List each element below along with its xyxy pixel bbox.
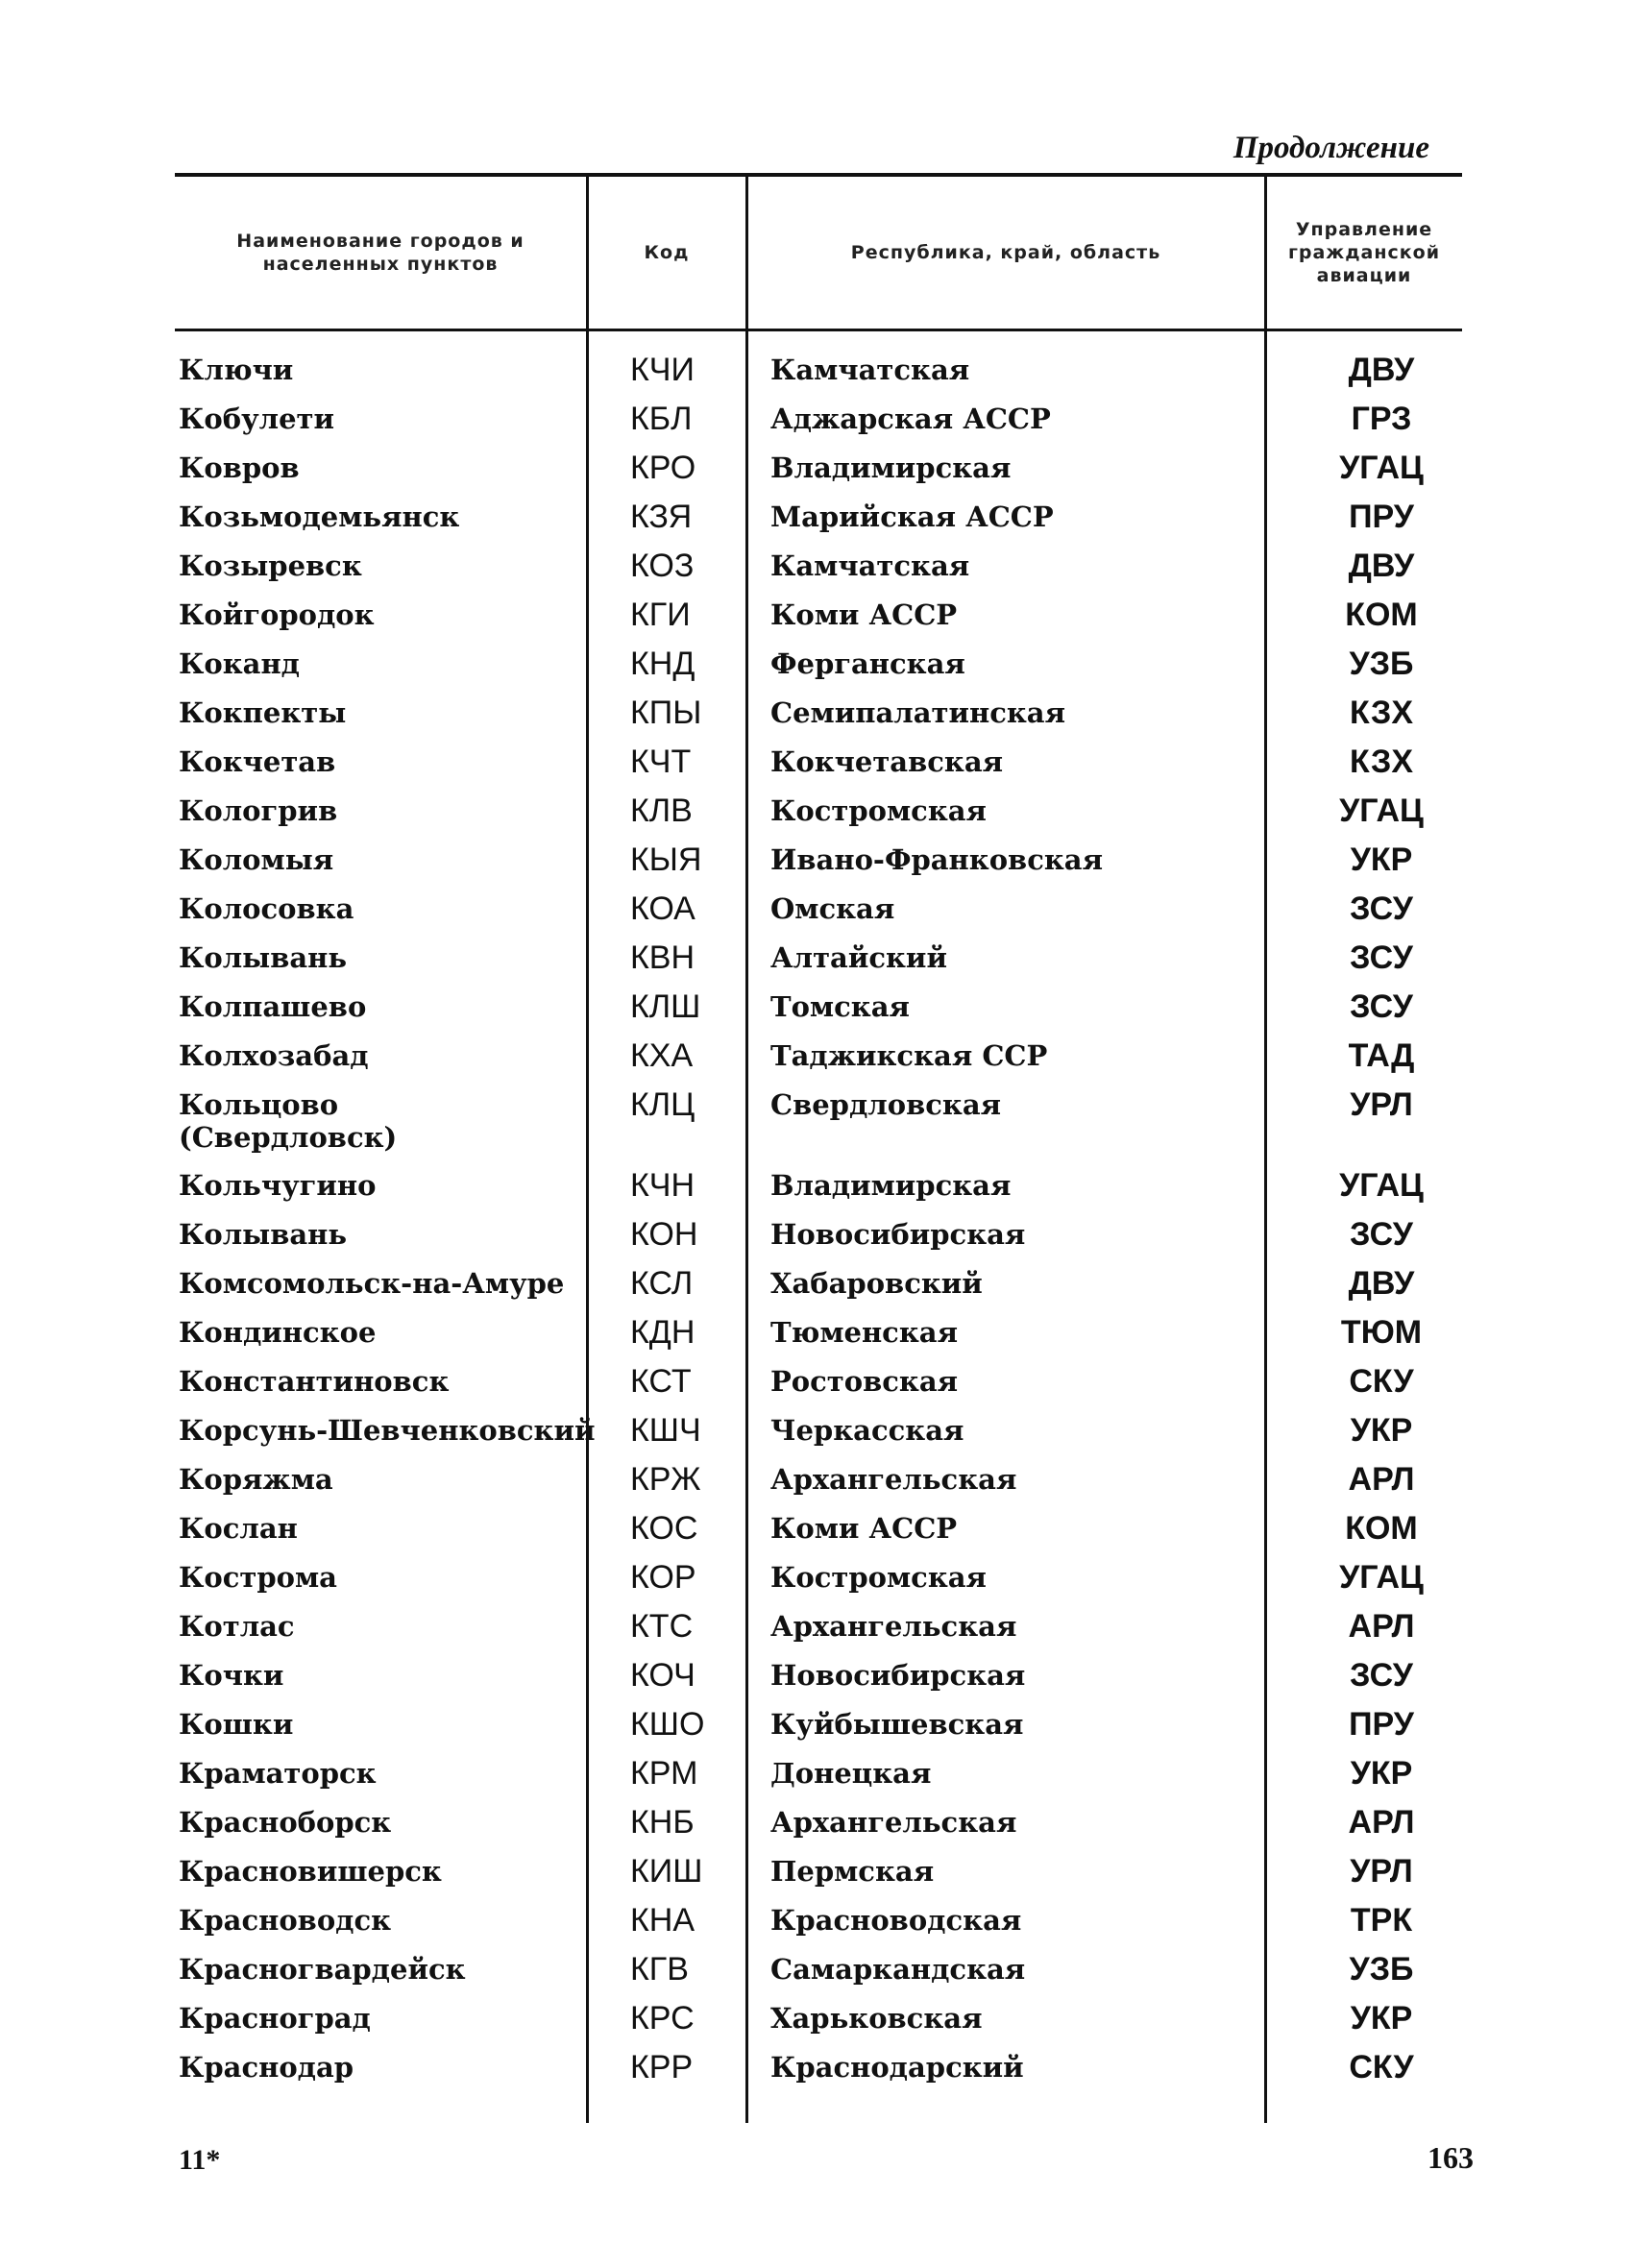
- region: Новосибирская: [770, 1659, 1026, 1692]
- city-name: Краснодар: [179, 2051, 354, 2084]
- region: Хабаровский: [770, 1267, 983, 1300]
- region: Коми АССР: [770, 1512, 958, 1545]
- aviation-department: УКР: [1350, 2000, 1413, 2036]
- aviation-department: ГРЗ: [1351, 401, 1412, 437]
- airport-code: КШЧ: [630, 1412, 701, 1449]
- airport-code: КБЛ: [630, 401, 693, 437]
- aviation-department: КОМ: [1345, 1510, 1418, 1547]
- table-row: [0, 2051, 1635, 2100]
- region: Аджарская АССР: [770, 402, 1051, 435]
- region: Владимирская: [770, 1169, 1012, 1202]
- aviation-department: ЗСУ: [1350, 939, 1413, 976]
- header-name: [179, 181, 582, 325]
- table-row: [0, 1316, 1635, 1365]
- city-name: Коломыя: [179, 843, 334, 876]
- table-row: [0, 500, 1635, 549]
- header-code: [590, 181, 744, 325]
- airport-code: КДН: [630, 1314, 695, 1351]
- airport-code: КЛШ: [630, 988, 701, 1025]
- aviation-department: ЗСУ: [1350, 988, 1413, 1025]
- region: Архангельская: [770, 1610, 1017, 1643]
- table-row: [0, 1267, 1635, 1316]
- aviation-department: ЗСУ: [1350, 1216, 1413, 1253]
- table-row: [0, 1610, 1635, 1659]
- city-name: Корсунь-Шевченковский: [179, 1414, 596, 1447]
- airport-code: КЗЯ: [630, 499, 693, 535]
- region: Костромская: [770, 794, 987, 827]
- table-row: [0, 2002, 1635, 2051]
- region: Харьковская: [770, 2002, 983, 2035]
- region: Камчатская: [770, 549, 970, 582]
- table-row: [0, 1512, 1635, 1561]
- header-region: [749, 181, 1262, 325]
- aviation-department: ТЮМ: [1340, 1314, 1423, 1351]
- table-row: [0, 354, 1635, 402]
- city-name: Колывань: [179, 941, 348, 974]
- table-row: [0, 745, 1635, 794]
- table-body: [0, 354, 1635, 2100]
- region: Алтайский: [770, 941, 947, 974]
- table-row: [0, 1088, 1635, 1169]
- airport-code: КЫЯ: [630, 841, 702, 878]
- city-name-line: Кольцово: [179, 1088, 339, 1121]
- region: Таджикская ССР: [770, 1039, 1048, 1072]
- airport-code: КРЖ: [630, 1461, 701, 1498]
- header-name-line: населенных пунктов: [262, 254, 499, 275]
- airport-code: КЧН: [630, 1167, 695, 1204]
- region: Владимирская: [770, 451, 1012, 484]
- airport-code: КТС: [630, 1608, 694, 1645]
- aviation-department: ПРУ: [1349, 1706, 1414, 1743]
- region: Камчатская: [770, 354, 970, 386]
- region: Самаркандская: [770, 1953, 1026, 1986]
- aviation-department: ТАД: [1348, 1037, 1415, 1074]
- airport-code: КРО: [630, 450, 696, 486]
- aviation-department: УЗБ: [1349, 646, 1414, 682]
- city-name: Кослан: [179, 1512, 298, 1545]
- city-name: Котлас: [179, 1610, 295, 1643]
- aviation-department: ДВУ: [1348, 1265, 1415, 1302]
- region: Красноводская: [770, 1904, 1022, 1937]
- table-row: [0, 451, 1635, 500]
- header-department-line: авиации: [1316, 265, 1412, 286]
- table-row: [0, 598, 1635, 647]
- city-name: Кольчугино: [179, 1169, 377, 1202]
- table-row: [0, 1414, 1635, 1463]
- city-name: Колывань: [179, 1218, 348, 1251]
- region: Ростовская: [770, 1365, 959, 1398]
- region: Краснодарский: [770, 2051, 1024, 2084]
- aviation-department: УЗБ: [1349, 1951, 1414, 1988]
- airport-code: КРС: [630, 2000, 695, 2036]
- table-row: [0, 1904, 1635, 1953]
- region: Куйбышевская: [770, 1708, 1024, 1741]
- table-row: [0, 1757, 1635, 1806]
- signature-mark: 11*: [179, 2144, 221, 2176]
- airport-code: КНА: [630, 1902, 695, 1939]
- airport-code: КОН: [630, 1216, 698, 1253]
- region: Ивано-Франковская: [770, 843, 1104, 876]
- table-row: [0, 941, 1635, 990]
- aviation-department: АРЛ: [1348, 1804, 1415, 1841]
- table-row: [0, 1659, 1635, 1708]
- airport-code: КГИ: [630, 597, 691, 633]
- aviation-department: КЗХ: [1350, 695, 1413, 731]
- city-name: Красноводск: [179, 1904, 392, 1937]
- table-top-rule: [175, 173, 1462, 177]
- aviation-department: УГАЦ: [1339, 1167, 1424, 1204]
- airport-code: КШО: [630, 1706, 705, 1743]
- aviation-department: ПРУ: [1349, 499, 1414, 535]
- airport-code: КСЛ: [630, 1265, 694, 1302]
- table-row: [0, 1855, 1635, 1904]
- aviation-department: ДВУ: [1348, 548, 1415, 584]
- city-name: Колпашево: [179, 990, 367, 1023]
- aviation-department: КЗХ: [1350, 744, 1413, 780]
- region: Семипалатинская: [770, 696, 1066, 729]
- city-name: Ковров: [179, 451, 300, 484]
- aviation-department: АРЛ: [1348, 1461, 1415, 1498]
- aviation-department: АРЛ: [1348, 1608, 1415, 1645]
- city-name: Козьмодемьянск: [179, 500, 460, 533]
- region: Донецкая: [770, 1757, 932, 1790]
- header-code-label: Код: [644, 242, 690, 263]
- aviation-department: УКР: [1350, 1412, 1413, 1449]
- aviation-department: УРЛ: [1350, 1086, 1413, 1123]
- city-name: Краматорск: [179, 1757, 377, 1790]
- aviation-department: УГАЦ: [1339, 1559, 1424, 1596]
- table-row: [0, 1365, 1635, 1414]
- aviation-department: КОМ: [1345, 597, 1418, 633]
- region: Коми АССР: [770, 598, 958, 631]
- airport-code: КРР: [630, 2049, 694, 2085]
- header-name-line: Наименование городов и: [236, 231, 525, 252]
- city-name: Красноград: [179, 2002, 371, 2035]
- aviation-department: УГАЦ: [1339, 793, 1424, 829]
- table-row: [0, 892, 1635, 941]
- airport-code: КПЫ: [630, 695, 702, 731]
- region: Омская: [770, 892, 895, 925]
- table-row: [0, 1169, 1635, 1218]
- city-name: Коряжма: [179, 1463, 333, 1496]
- region: Новосибирская: [770, 1218, 1026, 1251]
- table-row: [0, 1561, 1635, 1610]
- aviation-department: УКР: [1350, 1755, 1413, 1792]
- region: Архангельская: [770, 1806, 1017, 1839]
- aviation-department: УРЛ: [1350, 1853, 1413, 1890]
- city-name: Козыревск: [179, 549, 362, 582]
- region: Тюменская: [770, 1316, 958, 1349]
- table-row: [0, 794, 1635, 843]
- airport-code: КСТ: [630, 1363, 692, 1400]
- region: Марийская АССР: [770, 500, 1054, 533]
- city-name: Красновишерск: [179, 1855, 442, 1888]
- airport-code: КИШ: [630, 1853, 703, 1890]
- region: Томская: [770, 990, 910, 1023]
- airport-code: КРМ: [630, 1755, 698, 1792]
- airport-code: КВН: [630, 939, 695, 976]
- table-row: [0, 1039, 1635, 1088]
- header-region-label: Республика, край, область: [850, 242, 1161, 263]
- airport-code: КОС: [630, 1510, 698, 1547]
- region: Пермская: [770, 1855, 935, 1888]
- airport-code: КЧИ: [630, 352, 695, 388]
- city-name: Ключи: [179, 354, 294, 386]
- city-name: Красноборск: [179, 1806, 392, 1839]
- table-row: [0, 402, 1635, 451]
- table-row: [0, 1218, 1635, 1267]
- city-name: Койгородок: [179, 598, 375, 631]
- header-department: [1268, 181, 1460, 325]
- city-name: Коканд: [179, 647, 301, 680]
- city-name: Кошки: [179, 1708, 294, 1741]
- table-row: [0, 696, 1635, 745]
- aviation-department: ЗСУ: [1350, 890, 1413, 927]
- aviation-department: СКУ: [1349, 1363, 1414, 1400]
- airport-code: КЛЦ: [630, 1086, 695, 1123]
- region: Кокчетавская: [770, 745, 1004, 778]
- page-number: 163: [1428, 2140, 1474, 2175]
- city-name: Колосовка: [179, 892, 354, 925]
- city-name: Кологрив: [179, 794, 338, 827]
- table-row: [0, 990, 1635, 1039]
- table-row: [0, 1806, 1635, 1855]
- airport-code: КОЧ: [630, 1657, 695, 1694]
- city-name: Кобулети: [179, 402, 335, 435]
- airport-code: КОА: [630, 890, 695, 927]
- city-name: Константиновск: [179, 1365, 450, 1398]
- aviation-department: СКУ: [1349, 2049, 1414, 2085]
- table-row: [0, 647, 1635, 696]
- table-row: [0, 549, 1635, 598]
- city-name: Красногвардейск: [179, 1953, 466, 1986]
- airport-code: КХА: [630, 1037, 694, 1074]
- airport-code: КНБ: [630, 1804, 695, 1841]
- city-name: Комсомольск-на-Амуре: [179, 1267, 565, 1300]
- city-name: Кокчетав: [179, 745, 336, 778]
- table-row: [0, 1463, 1635, 1512]
- city-name: [179, 1088, 397, 1154]
- city-name: Кострома: [179, 1561, 337, 1594]
- header-department-line: Управление: [1295, 219, 1433, 240]
- region: Костромская: [770, 1561, 987, 1594]
- continued-label: Продолжение: [1232, 131, 1429, 165]
- region: Свердловская: [770, 1088, 1002, 1121]
- city-name: Колхозабад: [179, 1039, 369, 1072]
- region: Ферганская: [770, 647, 965, 680]
- table-row: [0, 843, 1635, 892]
- region: Архангельская: [770, 1463, 1017, 1496]
- aviation-department: УГАЦ: [1339, 450, 1424, 486]
- region: Черкасская: [770, 1414, 964, 1447]
- airport-code: КНД: [630, 646, 695, 682]
- city-name: Кочки: [179, 1659, 284, 1692]
- aviation-department: ДВУ: [1348, 352, 1415, 388]
- airport-code: КЛВ: [630, 793, 693, 829]
- airport-code: КОЗ: [630, 548, 695, 584]
- city-name-line: (Свердловск): [179, 1121, 398, 1154]
- airport-code: КЧТ: [630, 744, 692, 780]
- airport-code: КГВ: [630, 1951, 689, 1988]
- header-department-line: гражданской: [1287, 242, 1441, 263]
- table-row: [0, 1708, 1635, 1757]
- city-name: Кокпекты: [179, 696, 347, 729]
- airport-code: КОР: [630, 1559, 696, 1596]
- aviation-department: ЗСУ: [1350, 1657, 1413, 1694]
- table-row: [0, 1953, 1635, 2002]
- aviation-department: ТРК: [1350, 1902, 1413, 1939]
- city-name: Кондинское: [179, 1316, 377, 1349]
- aviation-department: УКР: [1350, 841, 1413, 878]
- table-header-rule: [175, 329, 1462, 331]
